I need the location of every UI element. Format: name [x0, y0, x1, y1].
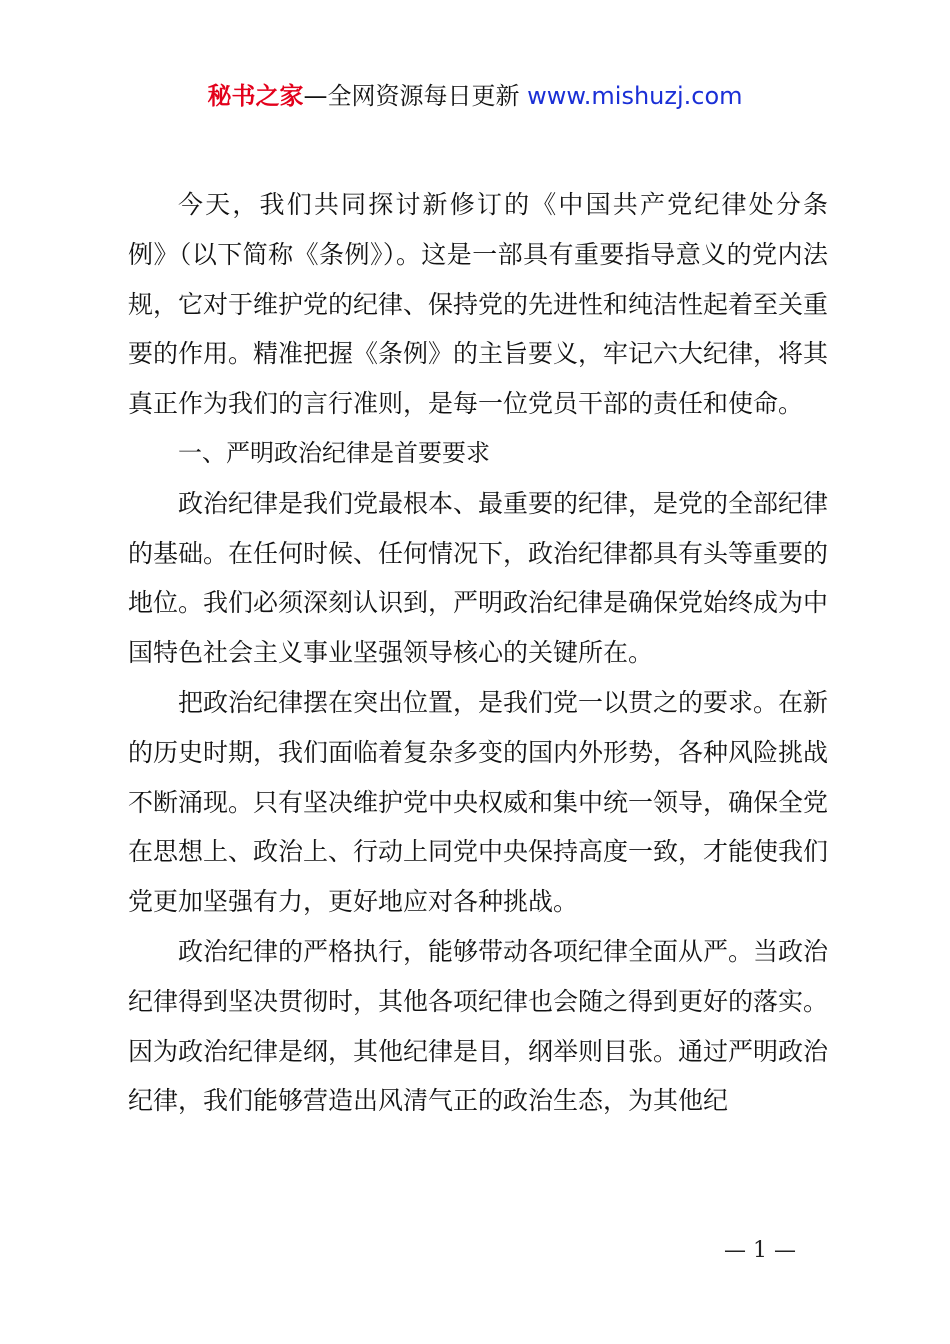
header-slogan: —全网资源每日更新 [303, 82, 520, 110]
body-paragraph: 政治纪律是我们党最根本、最重要的纪律，是党的全部纪律的基础。在任何时候、任何情况下，政治纪律都具有头等重要的地位。我们必须深刻认识到，严明政治纪律是确保党始终成为中国特色社会主义事业坚强领导核心的关键所在。 [128, 488, 829, 668]
section-heading: 一、严明政治纪律是首要要求 [178, 438, 490, 467]
page-number: — 1 — [724, 1238, 796, 1263]
site-header [0, 80, 950, 112]
brand-name: 秘书之家 [207, 82, 304, 110]
body-paragraph: 把政治纪律摆在突出位置，是我们党一以贯之的要求。在新的历史时期，我们面临着复杂多变的国内外形势，各种风险挑战不断涌现。只有坚决维护党中央权威和集中统一领导，确保全党在思想上、政治上、行动上同党中央保持高度一致，才能使我们党更加坚强有力，更好地应对各种挑战。 [128, 687, 829, 917]
header-url[interactable]: www.mishuzj.com [519, 82, 743, 110]
document-body [128, 180, 828, 1126]
intro-paragraph: 今天，我们共同探讨新修订的《中国共产党纪律处分条例》（以下简称《条例》）。这是一部具有重要指导意义的党内法规，它对于维护党的纪律、保持党的先进性和纯洁性起着至关重要的作用。精准把握《条例》的主旨要义，牢记六大纪律，将其真正作为我们的言行准则，是每一位党员干部的责任和使命。 [128, 190, 829, 419]
body-paragraph: 政治纪律的严格执行，能够带动各项纪律全面从严。当政治纪律得到坚决贯彻时，其他各项纪律也会随之得到更好的落实。因为政治纪律是纲，其他纪律是目，纲举则目张。通过严明政治纪律，我们能够营造出风清气正的政治生态，为其他纪 [128, 936, 829, 1116]
